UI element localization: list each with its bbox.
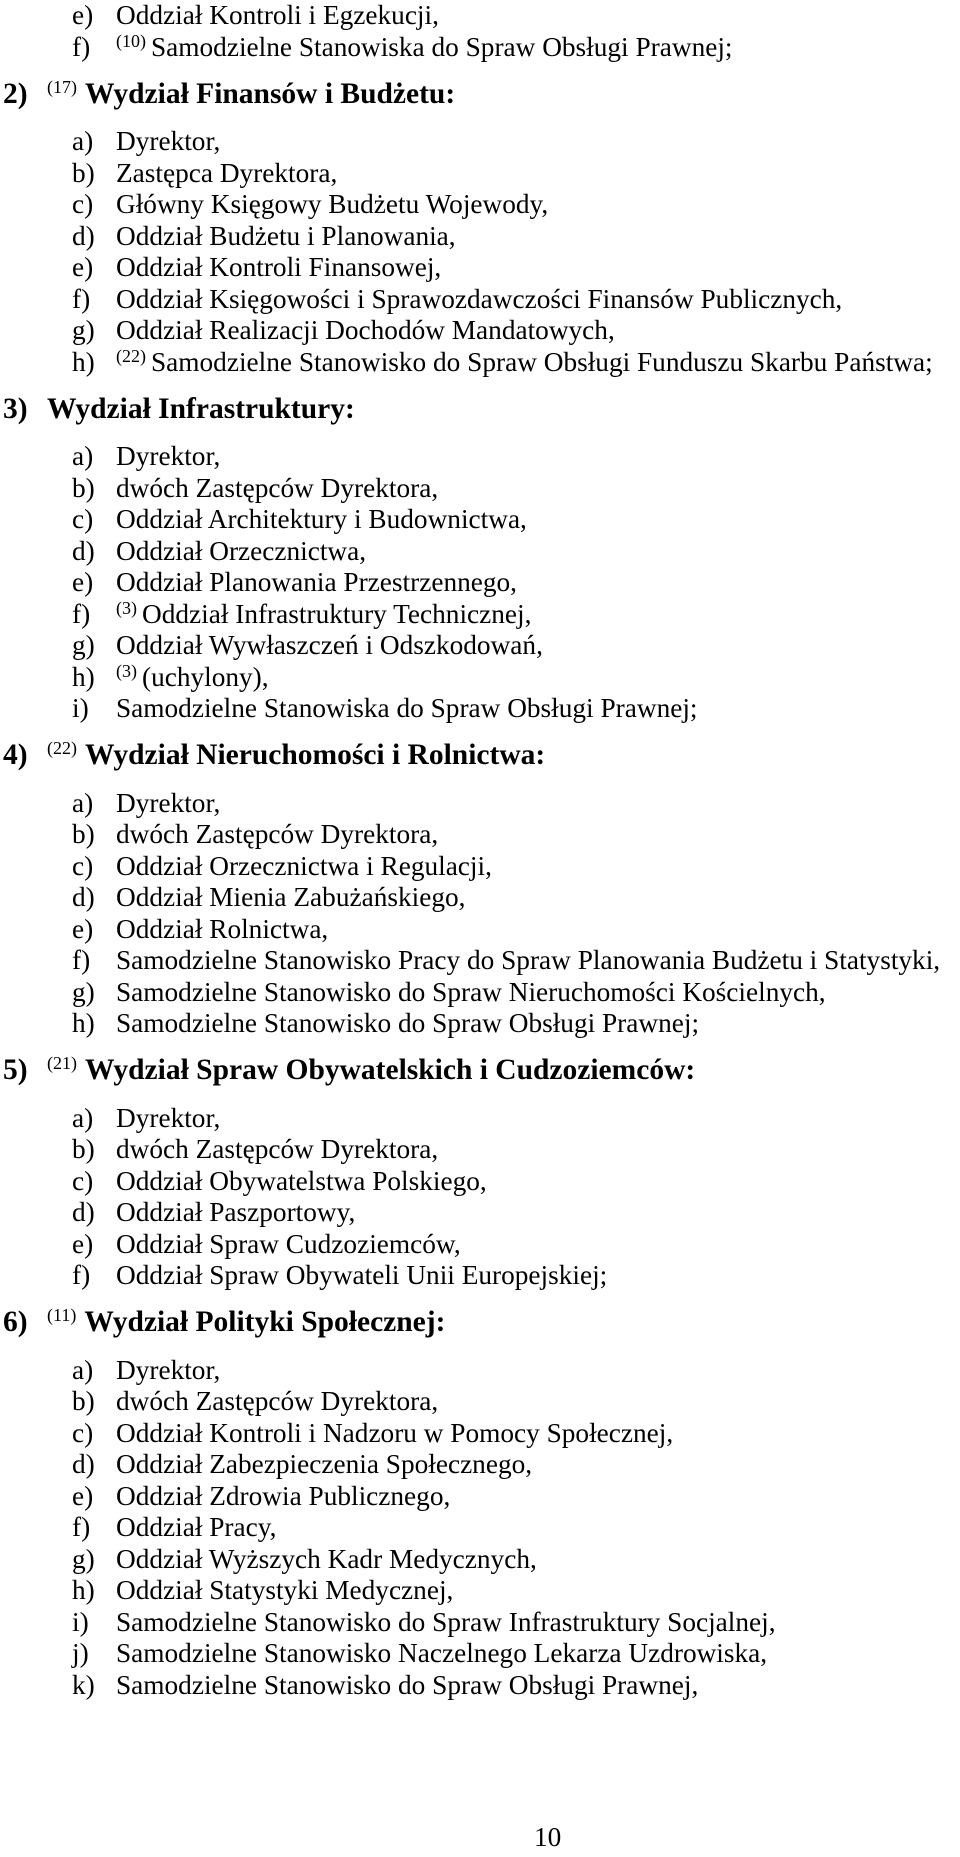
list-item [0,819,960,851]
item-content [116,788,220,820]
list-item [0,1638,960,1670]
item-content [116,1544,537,1576]
item-letter: h) [72,661,95,692]
item-letter: b) [72,157,95,188]
item-content [116,473,438,505]
item-letter: g) [72,315,95,345]
list-item [0,441,960,473]
list-item [0,693,960,725]
item-content [116,1103,220,1135]
list-item [0,1544,960,1576]
item-letter: d) [72,882,95,912]
item-content [116,693,698,725]
item-letter: h) [72,1008,95,1038]
list-item [0,284,960,316]
section-number: 3) [3,392,28,425]
item-letter: e) [72,1228,94,1259]
item-text: Oddział Wywłaszczeń i Odszkodowań, [116,630,543,660]
item-text: Oddział Spraw Obywateli Unii Europejskiej; [116,1260,608,1290]
item-content [116,1355,220,1387]
list-item [0,1197,960,1229]
item-letter: b) [72,472,95,503]
item-content [116,1260,607,1292]
list-item [0,851,960,883]
section-heading-content [47,740,545,775]
item-text: Dyrektor, [116,1102,221,1133]
item-content [116,882,465,914]
section-heading [0,394,960,426]
item-text: dwóch Zastępców Dyrektora, [116,1386,439,1416]
item-letter: e) [72,567,94,597]
item-content [116,1229,461,1261]
list-item [0,504,960,536]
section-heading [0,1055,960,1087]
item-content [116,504,527,536]
item-content [116,315,615,347]
list-item [0,1575,960,1607]
list-item [0,1355,960,1387]
item-content [116,347,933,382]
footnote-marker: (3) [116,660,137,681]
list-item [0,1103,960,1135]
item-letter: i) [72,1606,89,1637]
item-content [116,819,438,851]
section-heading-content [47,1307,445,1342]
section-title: Wydział Polityki Społecznej: [84,1306,446,1338]
list-item [0,1134,960,1166]
item-content [116,567,517,599]
list-item [0,252,960,284]
list-item [0,1008,960,1040]
list-item [0,977,960,1009]
item-letter: d) [72,535,95,566]
item-content [116,977,826,1009]
item-letter: c) [72,850,94,881]
item-content [116,662,269,697]
section-title: Wydział Infrastruktury: [47,392,355,425]
item-letter: h) [72,1575,95,1605]
item-content [116,1166,487,1198]
item-content [116,221,456,253]
list-item [0,1166,960,1198]
item-text: Oddział Orzecznictwa, [116,535,367,566]
item-text: Samodzielne Stanowisko do Spraw Infrastruktury Socjalnej, [116,1606,776,1637]
list-item [0,882,960,914]
section-heading-content [47,1055,695,1090]
item-letter: g) [72,1543,95,1574]
item-letter: f) [72,31,91,62]
footnote-marker: (17) [47,76,77,97]
list-item [0,158,960,190]
item-content [116,1386,438,1418]
item-text: (uchylony), [142,661,269,692]
item-text: dwóch Zastępców Dyrektora, [116,1134,439,1164]
item-content [116,1134,438,1166]
list-item [0,1386,960,1418]
section-heading [0,1307,960,1339]
section-heading [0,740,960,772]
list-item [0,0,960,32]
item-letter: a) [72,1102,94,1133]
item-text: Oddział Zabezpieczenia Społecznego, [116,1449,533,1479]
list-item [0,1670,960,1702]
section-number: 6) [3,1306,28,1338]
item-content [116,284,842,316]
item-text: Oddział Statystyki Medycznej, [116,1575,454,1605]
item-text: Samodzielne Stanowisko Pracy do Spraw Planowania Budżetu i Statystyki, [116,945,941,975]
list-item [0,1607,960,1639]
item-letter: g) [72,630,95,660]
item-letter: f) [72,1260,91,1290]
section-number: 5) [3,1054,28,1086]
item-content [116,1197,355,1229]
item-text: Dyrektor, [116,787,221,818]
item-letter: d) [72,1197,95,1227]
item-text: Oddział Rolnictwa, [116,913,329,944]
item-content [116,945,940,977]
item-letter: j) [72,1638,89,1668]
item-text: Dyrektor, [116,126,221,156]
list-item [0,630,960,662]
list-item [0,536,960,568]
item-letter: a) [72,787,94,818]
item-text: Samodzielne Stanowisko Naczelnego Lekarza Uzdrowiska, [116,1638,768,1668]
item-letter: a) [72,441,94,471]
item-letter: f) [72,598,91,629]
item-letter: d) [72,220,95,251]
item-text: Oddział Budżetu i Planowania, [116,220,456,251]
item-letter: a) [72,1354,94,1385]
list-item [0,1229,960,1261]
item-text: Oddział Księgowości i Sprawozdawczości Finansów Publicznych, [116,283,843,314]
item-letter: d) [72,1449,95,1479]
item-text: Oddział Wyższych Kadr Medycznych, [116,1543,537,1574]
item-content [116,536,366,568]
item-text: Oddział Realizacji Dochodów Mandatowych, [116,315,615,345]
item-text: Samodzielne Stanowisko do Spraw Nieruchomości Kościelnych, [116,976,826,1007]
list-item [0,126,960,158]
item-text: Oddział Orzecznictwa i Regulacji, [116,850,492,881]
item-content [116,1418,673,1450]
item-text: Oddział Obywatelstwa Polskiego, [116,1165,487,1196]
item-text: Samodzielne Stanowiska do Spraw Obsługi Prawnej; [116,693,698,723]
item-text: Oddział Kontroli Finansowej, [116,252,442,282]
footnote-marker: (21) [47,1053,77,1073]
section-heading [0,76,960,111]
item-content [116,1607,776,1639]
item-letter: g) [72,976,95,1007]
item-letter: a) [72,126,94,156]
item-letter: c) [72,1417,94,1448]
item-letter: c) [72,1165,94,1196]
item-text: dwóch Zastępców Dyrektora, [116,472,439,503]
section-title: Wydział Nieruchomości i Rolnictwa: [85,739,546,771]
list-item [0,914,960,946]
item-text: Dyrektor, [116,441,221,471]
item-text: Oddział Zdrowia Publicznego, [116,1480,451,1511]
item-content [116,252,441,284]
list-item [0,32,960,64]
footnote-marker: (11) [47,1305,77,1325]
footnote-marker: (10) [116,30,146,51]
list-item [0,567,960,599]
item-letter: b) [72,1386,95,1416]
item-letter: b) [72,1134,95,1164]
list-item [0,662,960,694]
item-letter: e) [72,1480,94,1511]
item-letter: e) [72,0,94,30]
item-content [116,1512,276,1544]
item-text: Oddział Infrastruktury Technicznej, [142,598,532,629]
item-content [116,32,733,67]
item-text: Oddział Kontroli i Egzekucji, [116,0,439,30]
section-title: Wydział Spraw Obywatelskich i Cudzoziemców: [85,1054,696,1086]
item-content [116,441,220,473]
item-content [116,158,337,190]
item-text: Samodzielne Stanowisko do Spraw Obsługi Prawnej, [116,1669,699,1700]
item-content [116,1575,453,1607]
item-content [116,1638,767,1670]
item-letter: b) [72,819,95,849]
item-content [116,0,439,32]
item-letter: e) [72,252,94,282]
item-letter: f) [72,1512,91,1542]
item-content [116,1481,450,1513]
list-item [0,1512,960,1544]
item-content [116,189,548,221]
list-item [0,788,960,820]
item-content [116,1008,699,1040]
list-item [0,473,960,505]
item-content [116,126,220,158]
item-letter: h) [72,346,95,377]
section-title: Wydział Finansów i Budżetu: [85,77,456,110]
section-heading-content [47,76,456,114]
list-item [0,315,960,347]
item-text: Główny Księgowy Budżetu Wojewody, [116,189,549,219]
list-item [0,945,960,977]
list-item [0,599,960,631]
item-content [116,1449,532,1481]
item-letter: f) [72,283,91,314]
section-number: 4) [3,739,28,771]
item-text: dwóch Zastępców Dyrektora, [116,819,439,849]
list-item [0,1481,960,1513]
item-letter: f) [72,945,91,975]
list-item [0,189,960,221]
footnote-marker: (22) [47,738,77,758]
item-letter: e) [72,913,94,944]
item-letter: k) [72,1669,95,1700]
list-item [0,1449,960,1481]
item-text: Oddział Planowania Przestrzennego, [116,567,517,597]
item-text: Zastępca Dyrektora, [116,157,338,188]
item-text: Oddział Kontroli i Nadzoru w Pomocy Społecznej, [116,1417,674,1448]
item-letter: c) [72,189,94,219]
item-text: Samodzielne Stanowisko do Spraw Obsługi Prawnej; [116,1008,700,1038]
footnote-marker: (22) [116,345,146,366]
item-letter: c) [72,504,94,534]
item-content [116,914,328,946]
item-content [116,1670,698,1702]
list-item [0,1418,960,1450]
section-number: 2) [3,77,28,110]
item-text: Oddział Paszportowy, [116,1197,356,1227]
footnote-marker: (3) [116,597,137,618]
section-heading-content [47,394,355,426]
item-content [116,630,543,662]
item-text: Oddział Architektury i Budownictwa, [116,504,527,534]
list-item [0,221,960,253]
item-content [116,851,492,883]
item-text: Oddział Spraw Cudzoziemców, [116,1228,461,1259]
item-text: Dyrektor, [116,1354,221,1385]
item-text: Samodzielne Stanowiska do Spraw Obsługi Prawnej; [151,31,733,62]
item-text: Oddział Mienia Zabużańskiego, [116,882,466,912]
item-text: Samodzielne Stanowisko do Spraw Obsługi Funduszu Skarbu Państwa; [151,346,933,377]
item-text: Oddział Pracy, [116,1512,277,1542]
item-content [116,599,531,634]
list-item [0,1260,960,1292]
page-number: 10 [534,1822,562,1852]
item-letter: i) [72,693,89,723]
list-item [0,347,960,379]
